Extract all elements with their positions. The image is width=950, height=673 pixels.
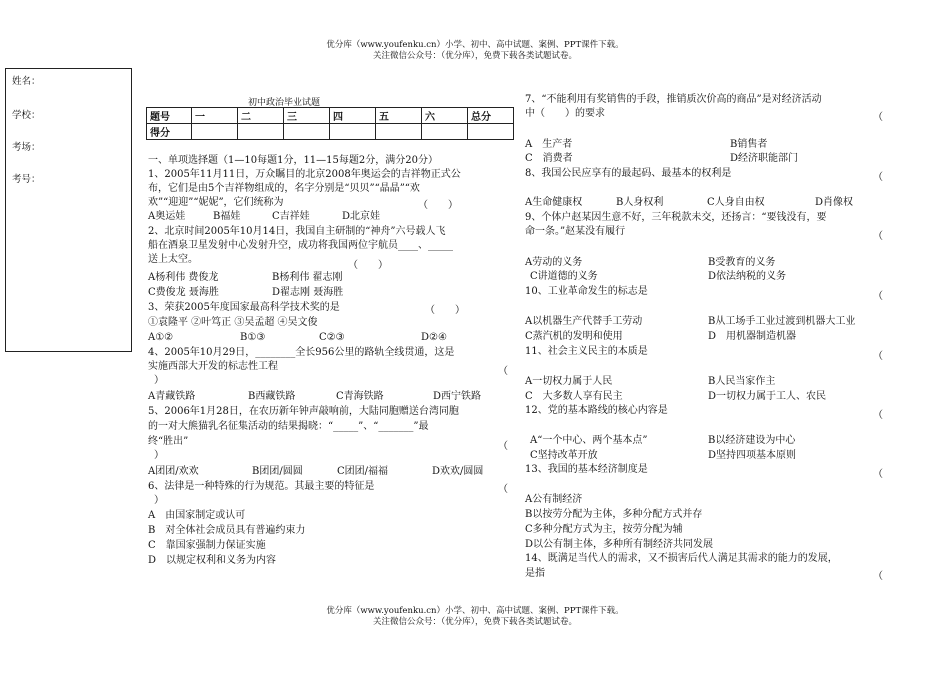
q9-line-1: 9、个体户赵某因生意不好，三年税款未交，还扬言：“要钱没有，要	[525, 212, 827, 223]
q4-line-2: 实施西部大开发的标志性工程	[148, 361, 278, 372]
q4-option-b: B西藏铁路	[248, 391, 296, 402]
q10-option-d: D 用机器制造机器	[708, 331, 797, 342]
footer-line-2: 关注微信公众号：（优分库），免费下载各类试题试卷。	[372, 617, 577, 627]
q11-option-b: B人民当家作主	[708, 376, 776, 387]
q3-line-1: 3、荣获2005年度国家最高科学技术奖的是	[148, 302, 340, 313]
q9-option-a: A劳动的义务	[525, 257, 583, 268]
q2-option-a: A杨利伟 费俊龙	[148, 272, 219, 283]
q1-option-a: A奥运娃	[148, 211, 186, 222]
q3-option-a: A①②	[148, 332, 174, 343]
q9-option-c: C讲道德的义务	[530, 271, 598, 282]
q11-option-a: A一切权力属于人民	[525, 376, 613, 387]
q11-option-d: D一切权力属于工人、农民	[708, 391, 827, 402]
q7-answer-paren[interactable]: （	[873, 112, 883, 123]
score-cell: 得分	[147, 124, 192, 140]
q7-option-b: B销售者	[730, 139, 768, 150]
q2-line-3: 送上太空。	[148, 254, 198, 265]
q8-option-c: C人身自由权	[707, 197, 765, 208]
q6-option-a: A 由国家制定或认可	[148, 510, 246, 521]
q6-paren-close: ）	[154, 495, 164, 506]
q10-line-1: 10、工业革命发生的标志是	[525, 286, 648, 297]
q6-option-d: D 以规定权利和义务为内容	[148, 555, 277, 566]
q4-option-d: D西宁铁路	[433, 391, 482, 402]
q1-line-2: 布，它们是由5个吉祥物组成的，名字分别是“贝贝”“晶晶”“欢	[148, 183, 420, 194]
q11-answer-paren[interactable]: （	[873, 351, 883, 362]
q2-line-2: 船在酒泉卫星发射中心发射升空，成功将我国两位宇航员____、_____	[148, 240, 453, 251]
exam-room-field-label: 考场：	[12, 142, 41, 153]
q4-paren-open[interactable]: （	[498, 366, 508, 377]
page-footer	[0, 606, 950, 628]
q10-answer-paren[interactable]: （	[873, 291, 883, 302]
footer-line-1: 优分库（www.youfenku.cn）小学、初中、高中试题、案例、PPT课件下载。	[326, 606, 624, 616]
q5-paren-open[interactable]: （	[498, 441, 508, 452]
q5-line-3: 终“胜出”	[148, 436, 189, 447]
q1-line-3: 欢”“迎迎”“妮妮”，它们统称为	[148, 197, 284, 208]
header-line-2: 关注微信公众号：（优分库），免费下载各类试题试卷。	[372, 51, 577, 61]
q6-option-b: B 对全体社会成员具有普遍约束力	[148, 525, 306, 536]
q5-option-d: D欢欢/圆圆	[432, 466, 484, 477]
q3-answer-paren[interactable]: （ ）	[425, 305, 465, 316]
q5-option-a: A团团/欢欢	[148, 466, 199, 477]
exam-number-field-label: 考号：	[12, 174, 41, 185]
score-cell: 总分	[468, 108, 514, 124]
q10-option-b: B从工场手工业过渡到机器大工业	[708, 316, 856, 327]
q9-answer-paren[interactable]: （	[873, 231, 883, 242]
q2-line-1: 2、北京时间2005年10月14日，我国自主研制的“神舟”六号载人飞	[148, 226, 446, 237]
q1-option-b: B福娃	[213, 211, 241, 222]
q5-line-1: 5、2006年1月28日，在农历新年钟声敲响前，大陆同胞赠送台湾同胞	[148, 406, 459, 417]
q5-option-c: C团团/福福	[337, 466, 389, 477]
q6-paren-open[interactable]: （	[498, 484, 508, 495]
section-heading: 一、单项选择题（1—10每题1分，11—15每题2分，满分20分）	[148, 155, 438, 166]
q14-answer-paren[interactable]: （	[873, 571, 883, 582]
q8-answer-paren[interactable]: （	[873, 172, 883, 183]
q8-line-1: 8、我国公民应享有的最起码、最基本的权利是	[525, 168, 732, 179]
q1-line-1: 1、2005年11月11日，万众瞩目的北京2008年奥运会的吉祥物正式公	[148, 169, 461, 180]
q5-line-2: 的一对大熊猫乳名征集活动的结果揭晓：“_____”、“_______”最	[148, 421, 429, 432]
q7-option-d: D经济职能部门	[730, 153, 799, 164]
q9-option-b: B受教育的义务	[708, 257, 776, 268]
school-field-label: 学校：	[12, 110, 41, 121]
q7-option-a: A 生产者	[525, 139, 573, 150]
q12-option-a: A“一个中心、两个基本点”	[530, 435, 648, 446]
q7-line-1: 7、“不能利用有奖销售的手段，推销质次价高的商品”是对经济活动	[525, 94, 822, 105]
q12-option-d: D坚持四项基本原则	[708, 450, 797, 461]
q3-option-d: D②④	[421, 332, 447, 343]
score-cell: 题号	[147, 108, 192, 124]
q5-option-b: B团团/圆圆	[252, 466, 303, 477]
q7-option-c: C 消费者	[525, 153, 573, 164]
q12-option-b: B以经济建设为中心	[708, 435, 796, 446]
q10-option-a: A以机器生产代替手工劳动	[525, 316, 643, 327]
score-cell: 六	[422, 108, 468, 124]
q13-answer-paren[interactable]: （	[873, 469, 883, 480]
q4-option-a: A青藏铁路	[148, 391, 196, 402]
q12-answer-paren[interactable]: （	[873, 410, 883, 421]
q4-option-c: C青海铁路	[336, 391, 384, 402]
exam-title: 初中政治毕业试题	[248, 98, 321, 108]
q10-option-c: C蒸汽机的发明和使用	[525, 331, 623, 342]
q11-option-c: C 大多数人享有民主	[525, 391, 623, 402]
q5-paren-close: ）	[154, 450, 164, 461]
score-cell: 一	[192, 108, 238, 124]
q13-option-a: A公有制经济	[525, 494, 583, 505]
q8-option-a: A生命健康权	[525, 197, 583, 208]
score-cell: 四	[330, 108, 376, 124]
q2-option-d: D翟志刚 聂海胜	[272, 287, 344, 298]
header-line-1: 优分库（www.youfenku.cn）小学、初中、高中试题、案例、PPT课件下载。	[326, 40, 624, 50]
q1-option-c: C吉祥娃	[272, 211, 310, 222]
q2-option-b: B杨利伟 翟志刚	[272, 272, 343, 283]
q13-line-1: 13、我国的基本经济制度是	[525, 464, 648, 475]
q7-line-2: 中（ ）的要求	[525, 108, 605, 119]
q12-option-c: C坚持改革开放	[530, 450, 598, 461]
q6-line-1: 6、法律是一种特殊的行为规范。其最主要的特征是	[148, 481, 375, 492]
score-cell: 五	[376, 108, 422, 124]
q2-option-c: C费俊龙 聂海胜	[148, 287, 219, 298]
q8-option-d: D肖像权	[815, 197, 854, 208]
q14-line-2: 是指	[525, 568, 545, 579]
q9-option-d: D依法纳税的义务	[708, 271, 787, 282]
q1-option-d: D北京娃	[342, 211, 381, 222]
q2-answer-paren[interactable]: （ ）	[348, 260, 388, 271]
q6-option-c: C 靠国家强制力保证实施	[148, 540, 266, 551]
q1-answer-paren[interactable]: （ ）	[418, 200, 458, 211]
q14-line-1: 14、既满足当代人的需求，又不损害后代人满足其需求的能力的发展，	[525, 553, 838, 564]
score-cell: 三	[284, 108, 330, 124]
name-field-label: 姓名：	[12, 76, 41, 87]
q4-line-1: 4、2005年10月29日，________全长956公里的路轨全线贯通，这是	[148, 347, 455, 358]
q13-option-b: B以按劳分配为主体，多种分配方式并存	[525, 509, 703, 520]
score-cell: 二	[238, 108, 284, 124]
q4-paren-close: ）	[154, 375, 164, 386]
q3-option-c: C②③	[319, 332, 345, 343]
q13-option-c: C多种分配方式为主，按劳分配为辅	[525, 524, 683, 535]
q9-line-2: 命一条。”赵某没有履行	[525, 226, 626, 237]
q8-option-b: B人身权利	[616, 197, 664, 208]
q11-line-1: 11、社会主义民主的本质是	[525, 346, 648, 357]
q13-option-d: D以公有制主体，多种所有制经济共同发展	[525, 539, 714, 550]
q3-line-2: ①袁隆平 ②叶笃正 ③吴孟超 ④吴文俊	[148, 317, 318, 328]
q3-option-b: B①③	[240, 332, 266, 343]
q12-line-1: 12、党的基本路线的核心内容是	[525, 405, 668, 416]
